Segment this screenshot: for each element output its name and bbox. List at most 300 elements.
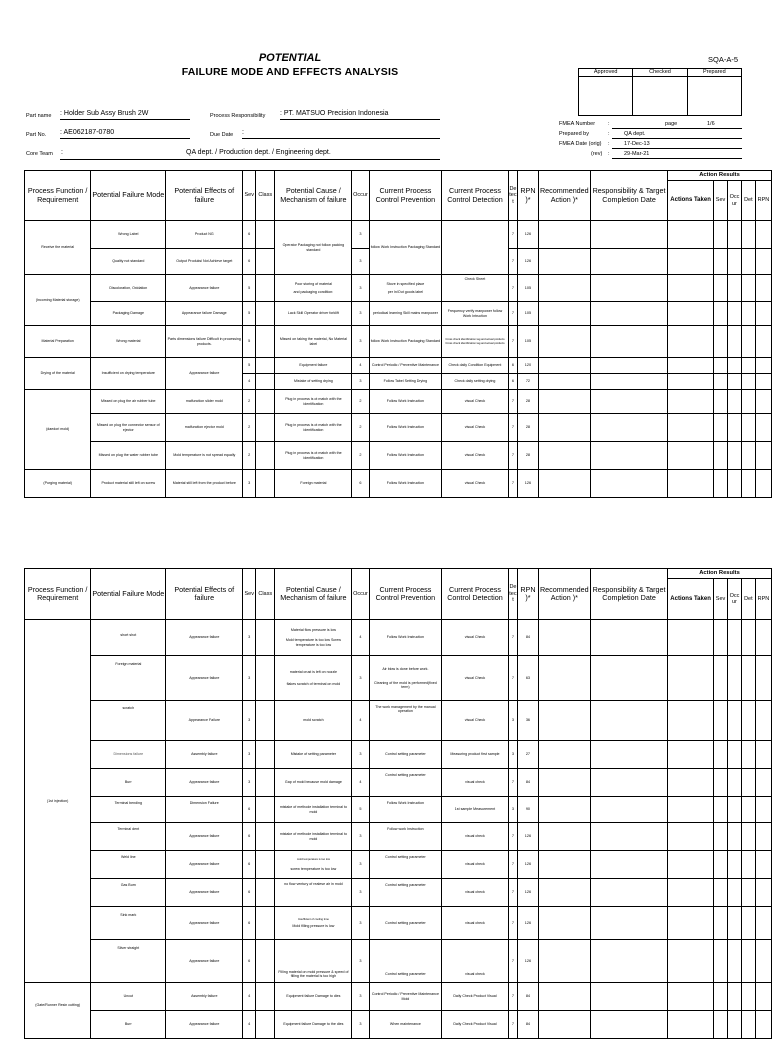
cell-occur: 3 bbox=[352, 741, 369, 769]
cell-prevention: Follow Work Instruction bbox=[369, 620, 442, 656]
cell-sev: 5 bbox=[243, 275, 256, 302]
cell-effect: Appearance failure bbox=[166, 620, 243, 656]
cell-cause: Missed on taking the material, No Material label bbox=[275, 326, 352, 358]
col-effects: Potential Effects of failure bbox=[166, 569, 243, 620]
col-rpn: RPN )* bbox=[518, 569, 538, 620]
cell-prevention: The work management by the manual operation bbox=[369, 701, 442, 741]
col-detect: Detect bbox=[508, 171, 518, 221]
table-row bbox=[25, 741, 772, 769]
table-row bbox=[25, 275, 772, 302]
table-row bbox=[25, 769, 772, 797]
due-date-value: : bbox=[242, 129, 440, 139]
cell-process: Material Preparation bbox=[25, 326, 91, 358]
cell-effect: Parts dimensions failure Difficult in processing products. bbox=[166, 326, 243, 358]
cell-rpn: 126 bbox=[518, 851, 538, 879]
cell-cause: Mistake of setting parameter bbox=[275, 741, 352, 769]
col-detection: Current Process Control Detection bbox=[442, 569, 508, 620]
cell-cause: Operator Packaging not follow packing standard bbox=[275, 221, 352, 275]
col-action-results: Action Results bbox=[668, 171, 772, 181]
cell-detect: 7 bbox=[508, 940, 518, 983]
table-row bbox=[25, 851, 772, 879]
cell-failure-mode: Wrong material bbox=[91, 326, 166, 358]
document-title: FAILURE MODE AND EFFECTS ANALYSIS bbox=[181, 66, 399, 78]
cell-process: (1st injection) bbox=[25, 620, 91, 983]
cell-sev: 6 bbox=[243, 797, 256, 823]
cell-rpn: 105 bbox=[518, 326, 538, 358]
cell-prevention: Follow Work Instruction bbox=[369, 797, 442, 823]
approved-signature bbox=[579, 77, 633, 116]
cell-effect: Output Produksi Not Achieve target bbox=[166, 249, 243, 275]
fmea-number-underline bbox=[612, 128, 742, 129]
cell-occur: 4 bbox=[352, 620, 369, 656]
col-result-sev: Sev bbox=[714, 181, 728, 221]
cell-detect: 7 bbox=[508, 851, 518, 879]
cell-occur: 2 bbox=[352, 442, 369, 470]
table-row bbox=[25, 983, 772, 1011]
cell-occur: 4 bbox=[352, 358, 369, 374]
col-action-results: Action Results bbox=[668, 569, 772, 579]
col-cause: Potential Cause / Mechanism of failure bbox=[275, 569, 352, 620]
cell-effect: Appearance failure bbox=[166, 851, 243, 879]
cell-rpn: 126 bbox=[518, 221, 538, 249]
cell-cause: material crust is left on nozzle flakes scratch of terminal on mold bbox=[275, 656, 352, 701]
cell-detect: 7 bbox=[508, 823, 518, 851]
page-label: page bbox=[665, 121, 678, 127]
cell-detect: 7 bbox=[508, 1011, 518, 1039]
core-team-underline bbox=[60, 159, 440, 160]
cell-detect: 7 bbox=[508, 414, 518, 442]
cell-effect: Appearance failure bbox=[166, 275, 243, 302]
cell-detection: Measuring product first sample bbox=[442, 741, 508, 769]
part-no-label: Part No. bbox=[26, 132, 47, 138]
table-row bbox=[25, 823, 772, 851]
cell-occur: 6 bbox=[352, 470, 369, 498]
col-responsibility: Responsibility & Target Completion Date bbox=[591, 171, 668, 221]
cell-effect: malfunction ejector mold bbox=[166, 414, 243, 442]
cell-cause: mistake of methode installation terminal to mold bbox=[275, 797, 352, 823]
cell-effect: Dimension Failure bbox=[166, 797, 243, 823]
cell-failure-mode: Missed on plug the air rubber tube bbox=[91, 390, 166, 414]
cell-detection: visual Check bbox=[442, 656, 508, 701]
cell-effect: Assembly failure bbox=[166, 983, 243, 1011]
cell-rpn: 105 bbox=[518, 275, 538, 302]
cell-prevention: Control setting parameter bbox=[369, 940, 442, 983]
cell-detect: 7 bbox=[508, 302, 518, 326]
cell-cause: Plug in process is ot match with the identification bbox=[275, 390, 352, 414]
cell-detect: 6 bbox=[508, 374, 518, 390]
cell-failure-mode: Insufficient on drying temperature bbox=[91, 358, 166, 390]
cell-occur: 5 bbox=[352, 797, 369, 823]
cell-sev: 6 bbox=[243, 823, 256, 851]
cell-detect: 3 bbox=[508, 741, 518, 769]
part-no-value: : AE062187-0780 bbox=[60, 129, 190, 139]
col-failure-mode: Potential Failure Mode bbox=[91, 171, 166, 221]
cell-rpn: 72 bbox=[518, 374, 538, 390]
cell-sev: 6 bbox=[243, 907, 256, 940]
cell-cause: Material flow pressure is low Mold temperature is too low Screw temperature is too low bbox=[275, 620, 352, 656]
col-occur: Occur bbox=[352, 569, 369, 620]
cell-sev: 4 bbox=[243, 374, 256, 390]
cell-occur: 3 bbox=[352, 656, 369, 701]
cell-sev: 6 bbox=[243, 221, 256, 249]
cell-detect: 7 bbox=[508, 470, 518, 498]
cell-detection: Daily Check Product Visual bbox=[442, 1011, 508, 1039]
cell-prevention: Follow Work Instruction bbox=[369, 414, 442, 442]
table-row bbox=[25, 701, 772, 741]
cell-detection: visual check bbox=[442, 851, 508, 879]
cell-failure-mode: short shot bbox=[91, 620, 166, 656]
table-row bbox=[25, 358, 772, 374]
table-row bbox=[25, 907, 772, 940]
cell-detection: Check Sheet bbox=[442, 275, 508, 302]
cell-detection: Frequency verify manpower follow Work Intruction bbox=[442, 302, 508, 326]
cell-process: (Incoming Material storage) bbox=[25, 275, 91, 326]
cell-effect: Product NG bbox=[166, 221, 243, 249]
cell-occur: 3 bbox=[352, 374, 369, 390]
cell-detect: 7 bbox=[508, 275, 518, 302]
document-title-potential: POTENTIAL bbox=[258, 52, 322, 64]
cell-process: Receive the material bbox=[25, 221, 91, 275]
cell-cause: Equipment failure Damage to the dies bbox=[275, 1011, 352, 1039]
cell-detect: 7 bbox=[508, 326, 518, 358]
cell-detect: 7 bbox=[508, 620, 518, 656]
cell-occur: 3 bbox=[352, 879, 369, 907]
col-prevention: Current Process Control Prevention bbox=[369, 171, 442, 221]
cell-failure-mode: Weld line bbox=[91, 851, 166, 879]
cell-sev: 6 bbox=[243, 249, 256, 275]
cell-occur: 3 bbox=[352, 326, 369, 358]
col-occur: Occur bbox=[352, 171, 369, 221]
table-row bbox=[25, 940, 772, 983]
table-row bbox=[25, 390, 772, 414]
signoff-box bbox=[578, 68, 742, 116]
cell-detect: 3 bbox=[508, 701, 518, 741]
cell-failure-mode: Terminal bending bbox=[91, 797, 166, 823]
cell-effect: Mold temperature is not spread equally bbox=[166, 442, 243, 470]
table-row bbox=[25, 656, 772, 701]
cell-detect: 7 bbox=[508, 769, 518, 797]
cell-rpn: 28 bbox=[518, 414, 538, 442]
prepared-signature bbox=[687, 77, 741, 116]
cell-detection: Daily Check Product Visual bbox=[442, 983, 508, 1011]
cell-sev: 5 bbox=[243, 358, 256, 374]
cell-cause: Poor storing of material and packaging condition: bbox=[275, 275, 352, 302]
cell-cause: Foreign material bbox=[275, 470, 352, 498]
cell-process: (Gate/Runner Resin cutting) bbox=[25, 983, 91, 1039]
cell-occur: 3 bbox=[352, 823, 369, 851]
cell-cause: Mistake of setting drying bbox=[275, 374, 352, 390]
col-recommended-action: Recommended Action )* bbox=[538, 569, 590, 620]
table-row bbox=[25, 221, 772, 249]
page-value: 1/6 bbox=[707, 121, 715, 127]
cell-rpn: 84 bbox=[518, 1011, 538, 1039]
cell-rpn: 120 bbox=[518, 358, 538, 374]
cell-detection: visual Check bbox=[442, 390, 508, 414]
cell-sev: 3 bbox=[243, 769, 256, 797]
cell-prevention: Control Periodic / Preventive Maintenance bbox=[369, 358, 442, 374]
cell-occur: 3 bbox=[352, 940, 369, 983]
fmea-rev-value: 29-Mar-21 bbox=[624, 151, 650, 157]
cell-prevention: Follow Tabel Setting Drying bbox=[369, 374, 442, 390]
fmea-table-1 bbox=[24, 170, 772, 498]
cell-occur: 3 bbox=[352, 275, 369, 302]
cell-cause: mold temperature is too low screw temperature is too low bbox=[275, 851, 352, 879]
cell-cause: Lack Skill Operator driver forklift bbox=[275, 302, 352, 326]
cell-failure-mode: Missed on plug the connector sensor of ejector bbox=[91, 414, 166, 442]
cell-failure-mode: scratch bbox=[91, 701, 166, 741]
cell-rpn: 84 bbox=[518, 769, 538, 797]
cell-cause: Plug in process is ot match with the identification bbox=[275, 414, 352, 442]
core-team-value: QA dept. / Production dept. / Engineering dept. bbox=[186, 149, 331, 156]
cell-effect: Appearance failure bbox=[166, 358, 243, 390]
col-class: Class bbox=[256, 171, 275, 221]
col-result-det: Det bbox=[741, 181, 755, 221]
cell-effect: Appearance failure bbox=[166, 656, 243, 701]
cell-effect: Appearance failure Damage bbox=[166, 302, 243, 326]
cell-failure-mode: Silver straight bbox=[91, 940, 166, 983]
cell-occur: 3 bbox=[352, 851, 369, 879]
cell-failure-mode: Discoloration, Oxidation bbox=[91, 275, 166, 302]
cell-occur: 3 bbox=[352, 1011, 369, 1039]
cell-prevention: follow Work Instruction Packaging Standard bbox=[369, 221, 442, 275]
cell-sev: 3 bbox=[243, 701, 256, 741]
cell-rpn: 126 bbox=[518, 879, 538, 907]
cell-occur: 4 bbox=[352, 769, 369, 797]
cell-effect: Appearance failure bbox=[166, 823, 243, 851]
cell-detection: visual check bbox=[442, 907, 508, 940]
cell-detection: visual Check bbox=[442, 701, 508, 741]
table-row bbox=[25, 797, 772, 823]
cell-failure-mode: Burr bbox=[91, 769, 166, 797]
cell-sev: 6 bbox=[243, 851, 256, 879]
col-result-det: Det bbox=[741, 579, 755, 620]
cell-effect: Appearance failure bbox=[166, 769, 243, 797]
cell-effect: Assembly failure bbox=[166, 741, 243, 769]
cell-detection: visual Check bbox=[442, 470, 508, 498]
cell-rpn: 28 bbox=[518, 442, 538, 470]
cell-prevention: When maintenance bbox=[369, 1011, 442, 1039]
cell-sev: 3 bbox=[243, 620, 256, 656]
cell-sev: 5 bbox=[243, 302, 256, 326]
cell-sev: 4 bbox=[243, 983, 256, 1011]
cell-rpn: 28 bbox=[518, 390, 538, 414]
cell-prevention: Control setting parameter bbox=[369, 741, 442, 769]
cell-effect: Appearance failure bbox=[166, 1011, 243, 1039]
table-row bbox=[25, 620, 772, 656]
cell-failure-mode: Gas Burn bbox=[91, 879, 166, 907]
col-sev: Sev bbox=[243, 171, 256, 221]
cell-rpn: 36 bbox=[518, 701, 538, 741]
fmea-table-2 bbox=[24, 568, 772, 1039]
cell-failure-mode: Burr bbox=[91, 1011, 166, 1039]
table-row bbox=[25, 326, 772, 358]
cell-detection: visual check bbox=[442, 940, 508, 983]
cell-prevention: Follow work Instruction bbox=[369, 823, 442, 851]
cell-failure-mode: Uncut bbox=[91, 983, 166, 1011]
cell-detect: 6 bbox=[508, 358, 518, 374]
cell-occur: 2 bbox=[352, 390, 369, 414]
cell-rpn: 105 bbox=[518, 302, 538, 326]
table-row bbox=[25, 470, 772, 498]
cell-process: Drying of the material bbox=[25, 358, 91, 390]
cell-rpn: 126 bbox=[518, 907, 538, 940]
cell-cause: Insufficient of cooling time Mold filling pressure is low bbox=[275, 907, 352, 940]
cell-class bbox=[256, 221, 275, 249]
fmea-rev-colon: : bbox=[608, 151, 610, 157]
cell-effect: Appearance failure bbox=[166, 907, 243, 940]
col-responsibility: Responsibility & Target Completion Date bbox=[591, 569, 668, 620]
cell-responsibility bbox=[591, 221, 668, 249]
col-rpn: RPN )* bbox=[518, 171, 538, 221]
table-row bbox=[25, 414, 772, 442]
cell-detect: 7 bbox=[508, 907, 518, 940]
cell-rpn: 126 bbox=[518, 249, 538, 275]
core-team-label: Core Team bbox=[26, 151, 53, 157]
cell-detect: 7 bbox=[508, 390, 518, 414]
cell-failure-mode: Sink mark bbox=[91, 907, 166, 940]
col-class: Class bbox=[256, 569, 275, 620]
cell-failure-mode: Missed on plug the water rubber tube bbox=[91, 442, 166, 470]
cell-detection: Check daily Condition Equipment bbox=[442, 358, 508, 374]
fmea-date-orig-label: FMEA Date (orig) bbox=[559, 141, 602, 147]
cell-sev: 4 bbox=[243, 1011, 256, 1039]
cell-sev: 3 bbox=[243, 656, 256, 701]
part-name-label: Part name bbox=[26, 113, 52, 119]
cell-prevention: Control Periodic / Preventive Maintenance Mold bbox=[369, 983, 442, 1011]
col-process-function: Process Function / Requirement bbox=[25, 569, 91, 620]
col-result-occur: Occur bbox=[728, 181, 742, 221]
cell-cause: Equipment failure Damage to dies bbox=[275, 983, 352, 1011]
table-row bbox=[25, 302, 772, 326]
cell-sev: 3 bbox=[243, 741, 256, 769]
prepared-by-label: Prepared by bbox=[559, 131, 589, 137]
fmea-date-orig-underline bbox=[612, 148, 742, 149]
col-result-rpn: RPN bbox=[755, 181, 771, 221]
table-row bbox=[25, 1011, 772, 1039]
fmea-date-orig-colon: : bbox=[608, 141, 610, 147]
cell-sev: 6 bbox=[243, 879, 256, 907]
cell-failure-mode: Packaging Damage bbox=[91, 302, 166, 326]
cell-failure-mode: Quality not standard bbox=[91, 249, 166, 275]
cell-rpn: 27 bbox=[518, 741, 538, 769]
cell-failure-mode: Product material still left on screw bbox=[91, 470, 166, 498]
col-actions-taken: Actions Taken bbox=[668, 181, 714, 221]
cell-prevention: Control setting parameter bbox=[369, 879, 442, 907]
cell-prevention: Stove in specified place per In/Out goods label bbox=[369, 275, 442, 302]
cell-occur: 3 bbox=[352, 249, 369, 275]
cell-rpn: 126 bbox=[518, 823, 538, 851]
cell-rpn: 63 bbox=[518, 656, 538, 701]
cell-occur: 3 bbox=[352, 907, 369, 940]
col-result-sev: Sev bbox=[714, 579, 728, 620]
cell-detection bbox=[442, 221, 508, 275]
cell-failure-mode: Wrong Label bbox=[91, 221, 166, 249]
cell-sev: 2 bbox=[243, 414, 256, 442]
cell-occur: 2 bbox=[352, 414, 369, 442]
col-sev: Sev bbox=[243, 569, 256, 620]
fmea-date-orig-value: 17-Dec-13 bbox=[624, 141, 650, 147]
cell-detection: visual check bbox=[442, 769, 508, 797]
cell-cause: Gap of mold because mold damage bbox=[275, 769, 352, 797]
cell-occur: 4 bbox=[352, 701, 369, 741]
checked-label: Checked bbox=[633, 69, 687, 77]
cell-process: (daedori mold) bbox=[25, 390, 91, 470]
fmea-number-label: FMEA Number bbox=[559, 121, 596, 127]
cell-failure-mode: Terminal dent bbox=[91, 823, 166, 851]
cell-effect: Material still left from the product before bbox=[166, 470, 243, 498]
cell-prevention: Follow Work Instruction bbox=[369, 390, 442, 414]
cell-detection: visual check bbox=[442, 823, 508, 851]
cell-detection: visual Check bbox=[442, 442, 508, 470]
col-detect: Detect bbox=[508, 569, 518, 620]
cell-rpn: 90 bbox=[518, 797, 538, 823]
cell-prevention: Control setting parameter bbox=[369, 907, 442, 940]
cell-process: (Purging material) bbox=[25, 470, 91, 498]
cell-cause: mold scratch bbox=[275, 701, 352, 741]
cell-detection: visual Check bbox=[442, 620, 508, 656]
cell-detection: 1st sample Measurement bbox=[442, 797, 508, 823]
col-prevention: Current Process Control Prevention bbox=[369, 569, 442, 620]
col-result-rpn: RPN bbox=[755, 579, 771, 620]
fmea-rev-underline bbox=[612, 158, 742, 159]
cell-failure-mode: Dimensions failure bbox=[91, 741, 166, 769]
col-detection: Current Process Control Detection bbox=[442, 171, 508, 221]
cell-sev: 6 bbox=[243, 940, 256, 983]
cell-prevention: Air blow is done before work. Cleaning of the mold is performed(fixed term) bbox=[369, 656, 442, 701]
cell-rpn: 84 bbox=[518, 620, 538, 656]
part-name-value: : Holder Sub Assy Brush 2W bbox=[60, 110, 190, 120]
cell-sev: 5 bbox=[243, 326, 256, 358]
core-team-colon: : bbox=[61, 149, 63, 156]
col-recommended-action: Recommended Action )* bbox=[538, 171, 590, 221]
cell-prevention: Control setting parameter bbox=[369, 769, 442, 797]
cell-occur: 3 bbox=[352, 302, 369, 326]
col-process-function: Process Function / Requirement bbox=[25, 171, 91, 221]
cell-cause: mistake of methode installation terminal to mold bbox=[275, 823, 352, 851]
cell-detection: Check daily setting drying bbox=[442, 374, 508, 390]
cell-effect: Appearance failure bbox=[166, 940, 243, 983]
cell-cause: no flow ventury of realese air in mold bbox=[275, 879, 352, 907]
cell-rpn: 84 bbox=[518, 983, 538, 1011]
cell-actions-taken bbox=[668, 221, 714, 249]
cell-detect: 7 bbox=[508, 879, 518, 907]
col-result-occur: Occur bbox=[728, 579, 742, 620]
cell-effect: Appearance Failure bbox=[166, 701, 243, 741]
cell-prevention: Follow Work Instruction bbox=[369, 470, 442, 498]
cell-effect: malfunction slider mold bbox=[166, 390, 243, 414]
prepared-by-colon: : bbox=[608, 131, 610, 137]
cell-sev: 2 bbox=[243, 442, 256, 470]
process-responsibility-value: : PT. MATSUO Precision Indonesia bbox=[280, 110, 440, 120]
cell-occur: 3 bbox=[352, 983, 369, 1011]
cell-effect: Appearance failure bbox=[166, 879, 243, 907]
cell-cause: Filling material on mold pressure & speed of filling the material is too high bbox=[275, 940, 352, 983]
table-row bbox=[25, 442, 772, 470]
cell-detect: 7 bbox=[508, 249, 518, 275]
cell-detection: visual check bbox=[442, 879, 508, 907]
cell-cause: Plug in process is ot match with the identification bbox=[275, 442, 352, 470]
prepared-label: Prepared bbox=[687, 69, 741, 77]
cell-cause: Equipment failure bbox=[275, 358, 352, 374]
cell-rpn: 126 bbox=[518, 940, 538, 983]
cell-failure-mode: Foreign material bbox=[91, 656, 166, 701]
document-number: SQA-A-5 bbox=[708, 55, 739, 64]
cell-detect: 7 bbox=[508, 442, 518, 470]
cell-prevention: periodical learning Skill mains manpower bbox=[369, 302, 442, 326]
cell-detection: visual Check bbox=[442, 414, 508, 442]
cell-detection: Cross check identification tag and actual products Cross check identification tag and actual products bbox=[442, 326, 508, 358]
cell-recommended bbox=[538, 221, 590, 249]
